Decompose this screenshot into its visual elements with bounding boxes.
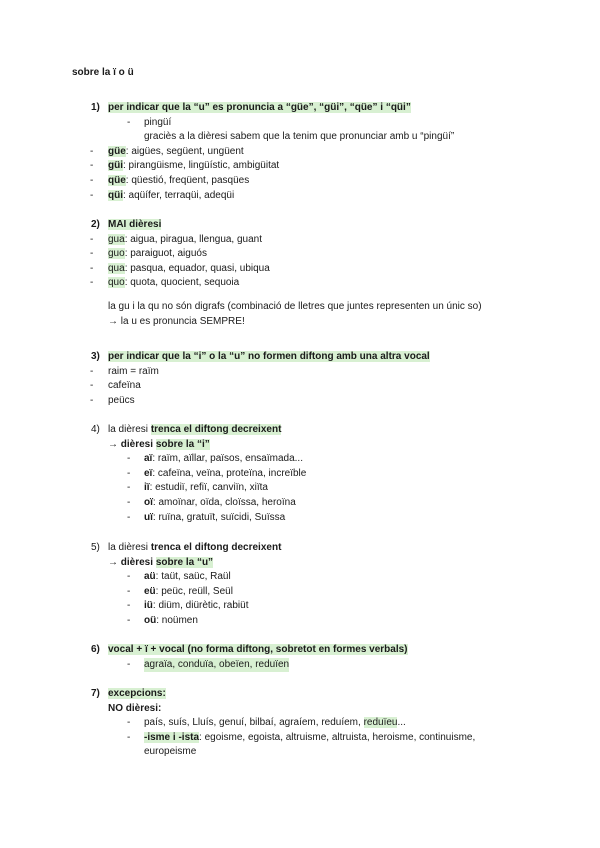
item-key: qüi bbox=[108, 189, 123, 201]
list-item: - -isme i -ista: egoisme, egoista, altruisme, altruista, heroisme, continuisme, europeisme bbox=[127, 731, 476, 758]
sub-heading-a: dièresi bbox=[120, 438, 156, 450]
item-text: : egoisme, egoista, altruisme, altruista, heroisme, continuisme, europeisme bbox=[144, 731, 476, 758]
item-text: : pasqua, equador, quasi, ubiqua bbox=[124, 262, 270, 274]
section-number: 6) bbox=[91, 644, 100, 655]
item-text: : noümen bbox=[156, 614, 198, 626]
note-text: la gu i la qu no són digrafs (combinació de lletres que juntes representen un únic so) bbox=[108, 300, 482, 312]
list-item: - quo: quota, quocient, sequoia bbox=[90, 277, 240, 289]
item-key: uï bbox=[144, 511, 153, 523]
list-item: - gua: aigua, piragua, llengua, guant bbox=[90, 233, 263, 245]
explanation-text: graciès a la dièresi sabem que la tenim que pronunciar amb u “pingüí” bbox=[144, 131, 455, 143]
item-text: : qüestió, freqüent, pasqües bbox=[125, 174, 250, 186]
item-ellipsis: ... bbox=[397, 717, 406, 729]
item-key: guo bbox=[108, 248, 125, 260]
example-word: pingüí bbox=[144, 116, 172, 128]
item-key: eü bbox=[144, 585, 156, 597]
item-key: aï bbox=[144, 453, 153, 465]
item-text: : estudiï, refiï, canviïn, xiïta bbox=[149, 482, 268, 494]
list-item: - país, suís, Lluís, genuí, bilbaí, agraíem, reduíem, reduïeu... bbox=[127, 717, 406, 729]
section-heading: trenca el diftong decreixent bbox=[150, 424, 282, 435]
section-number: 3) bbox=[91, 351, 100, 362]
list-item: - iü: diüm, diürètic, rabiüt bbox=[127, 600, 249, 612]
list-item: - aü: taüt, saüc, Raül bbox=[127, 571, 231, 583]
section-lead: la dièresi bbox=[108, 542, 151, 553]
item-key: aü bbox=[144, 571, 156, 583]
section-3 bbox=[0, 350, 600, 408]
list-item: - güe: aigües, següent, ungüent bbox=[90, 145, 244, 157]
section-2 bbox=[0, 218, 600, 329]
section-number: 4) bbox=[91, 424, 100, 435]
list-item: - cafeïna bbox=[0, 379, 600, 394]
section-7 bbox=[0, 687, 600, 760]
item-text: : amoïnar, oïda, cloïssa, heroïna bbox=[152, 496, 296, 508]
list-item: - qua: pasqua, equador, quasi, ubiqua bbox=[90, 262, 270, 274]
list-item: - eï: cafeïna, veïna, proteïna, increïble bbox=[127, 467, 307, 479]
sub-heading: NO dièresi: bbox=[108, 702, 162, 714]
section-6 bbox=[0, 643, 600, 672]
list-item: - iï: estudiï, refiï, canviïn, xiïta bbox=[127, 482, 268, 494]
item-highlight: reduïeu bbox=[363, 717, 398, 729]
section-heading: MAI dièresi bbox=[108, 219, 162, 230]
list-item: - oü: noümen bbox=[127, 614, 198, 626]
arrow: → bbox=[108, 438, 121, 450]
section-number: 2) bbox=[91, 219, 100, 230]
list-item: - aï: raïm, aïllar, països, ensaïmada... bbox=[127, 453, 303, 465]
item-key: qüe bbox=[108, 174, 126, 186]
item-key: oü bbox=[144, 614, 157, 626]
item-text: : ruïna, gratuït, suïcidi, Suïssa bbox=[152, 511, 286, 523]
sub-heading-b: sobre la “u” bbox=[155, 556, 214, 568]
item-key: oï bbox=[144, 496, 153, 508]
item-text: : aqüífer, terraqüi, adeqüi bbox=[123, 189, 235, 201]
list-item: - guo: paraiguot, aiguós bbox=[90, 248, 207, 260]
item-key: güi bbox=[108, 160, 123, 172]
item-text: : pirangüisme, lingüístic, ambigüitat bbox=[123, 160, 280, 172]
item-text: : raïm, aïllar, països, ensaïmada... bbox=[152, 453, 303, 465]
list-item: - güi: pirangüisme, lingüístic, ambigüitat bbox=[90, 160, 280, 172]
section-heading: vocal + ï + vocal (no forma diftong, sobretot en formes verbals) bbox=[108, 644, 408, 655]
item-text: : aigua, piragua, llengua, guant bbox=[124, 233, 263, 245]
section-5 bbox=[0, 541, 600, 629]
item-key: iï bbox=[144, 482, 150, 494]
list-item: - eü: peüc, reüll, Seül bbox=[127, 585, 233, 597]
item-text: país, suís, Lluís, genuí, bilbaí, agraíem, reduíem, bbox=[144, 717, 364, 729]
item-key: gua bbox=[108, 233, 125, 245]
section-number: 5) bbox=[91, 542, 100, 553]
list-item: - oï: amoïnar, oïda, cloïssa, heroïna bbox=[127, 496, 296, 508]
item-text: : diüm, diürètic, rabiüt bbox=[152, 600, 249, 612]
list-item: - agraïa, conduïa, obeïen, reduïen bbox=[0, 658, 600, 673]
section-number: 1) bbox=[91, 102, 100, 113]
note-text: → la u es pronuncia SEMPRE! bbox=[108, 315, 245, 327]
section-4 bbox=[0, 423, 600, 525]
item-text: : paraiguot, aiguós bbox=[124, 248, 207, 260]
item-text: cafeïna bbox=[108, 380, 141, 392]
item-text: : peüc, reüll, Seül bbox=[155, 585, 233, 597]
item-key: quo bbox=[108, 277, 125, 289]
item-text: raim = raïm bbox=[108, 365, 159, 377]
section-heading: per indicar que la “u” es pronuncia a “güe”, “güi”, “qüe” i “qüi” bbox=[108, 102, 411, 113]
list-item: - qüe: qüestió, freqüent, pasqües bbox=[90, 174, 250, 186]
list-item: - qüi: aqüífer, terraqüi, adeqüi bbox=[90, 189, 235, 201]
item-text: : quota, quocient, sequoia bbox=[124, 277, 240, 289]
list-item: - peücs bbox=[0, 394, 600, 409]
page-title: sobre la ï o ü bbox=[72, 67, 134, 78]
sub-heading-a: dièresi bbox=[120, 556, 156, 568]
section-lead: la dièresi bbox=[108, 424, 151, 435]
sub-heading-b: sobre la “i” bbox=[155, 438, 210, 450]
section-heading: per indicar que la “i” o la “u” no formen diftong amb una altra vocal bbox=[108, 351, 430, 362]
bullet-dash: - bbox=[127, 116, 131, 128]
item-text: : taüt, saüc, Raül bbox=[155, 571, 231, 583]
item-text: agraïa, conduïa, obeïen, reduïen bbox=[144, 658, 289, 673]
section-heading: trenca el diftong decreixent bbox=[150, 542, 282, 553]
item-key: güe bbox=[108, 145, 126, 157]
item-key: qua bbox=[108, 262, 125, 274]
section-number: 7) bbox=[91, 688, 100, 699]
item-text: : cafeïna, veïna, proteïna, increïble bbox=[152, 467, 307, 479]
item-key: iü bbox=[144, 600, 153, 612]
item-text: peücs bbox=[108, 394, 135, 406]
arrow: → bbox=[108, 556, 121, 568]
section-heading: excepcions: bbox=[108, 688, 166, 699]
section-1 bbox=[0, 101, 600, 203]
item-key: eï bbox=[144, 467, 153, 479]
item-key: -isme i -ista bbox=[144, 731, 200, 743]
list-item: - uï: ruïna, gratuït, suïcidi, Suïssa bbox=[127, 511, 286, 523]
list-item: - raim = raïm bbox=[0, 365, 600, 380]
item-text: : aigües, següent, ungüent bbox=[125, 145, 244, 157]
